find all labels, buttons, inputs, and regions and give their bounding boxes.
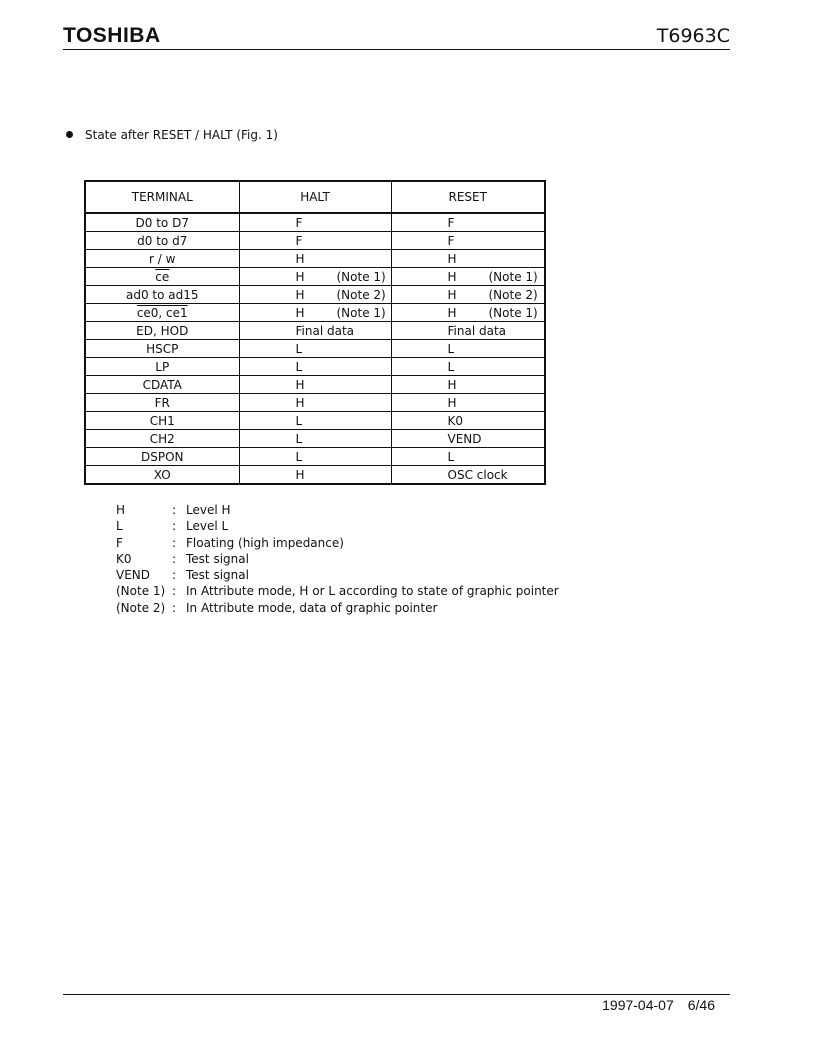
terminal-cell [85,394,239,412]
legend-key: VEND [116,568,151,583]
footer-page-number: 6/46 [687,997,715,1013]
legend-item [116,518,559,534]
reset-value: H [447,287,457,302]
reset-cell [391,340,545,358]
halt-value: H [295,269,305,284]
halt-value: F [295,215,303,230]
reset-cell [391,322,545,340]
reset-cell [391,466,545,485]
halt-cell [239,286,391,304]
reset-value: H [447,305,457,320]
reset-value: L [447,341,455,356]
reset-cell [391,358,545,376]
halt-value: L [295,413,303,428]
footer-divider [63,994,730,995]
legend-separator: : [172,600,177,615]
footer [602,997,715,1013]
terminal-cell [85,358,239,376]
footer-date: 1997-04-07 [602,997,674,1013]
legend-key: F [116,535,123,550]
reset-note: (Note 1) [488,269,538,284]
table-row [85,358,545,376]
legend-description: Test signal [186,568,249,583]
terminal-name: ce0, ce1 [136,305,188,320]
table-row [85,213,545,232]
halt-value: H [295,287,305,302]
table-row [85,286,545,304]
legend-description: Level L [186,519,229,534]
table-row [85,430,545,448]
reset-value: F [447,215,455,230]
terminal-cell [85,286,239,304]
terminal-name: D0 to D7 [135,215,189,230]
halt-value: L [295,341,303,356]
reset-cell [391,213,545,232]
halt-value: H [295,251,305,266]
halt-value: L [295,431,303,446]
terminal-name: HSCP [146,341,179,356]
terminal-cell [85,268,239,286]
halt-note: (Note 2) [336,287,386,302]
reset-value: H [447,395,457,410]
halt-value: H [295,467,305,482]
halt-value: L [295,359,303,374]
halt-cell [239,358,391,376]
reset-cell [391,268,545,286]
legend-item [116,567,559,583]
terminal-name: XO [153,467,171,482]
table-row [85,376,545,394]
halt-cell [239,394,391,412]
legend-description: In Attribute mode, H or L according to state of graphic pointer [186,584,559,599]
halt-cell [239,268,391,286]
reset-value: L [447,449,455,464]
legend-description: Test signal [186,551,249,566]
reset-value: H [447,377,457,392]
legend-key: H [116,503,126,517]
table-row [85,232,545,250]
terminal-cell [85,448,239,466]
reset-cell [391,430,545,448]
terminal-cell [85,376,239,394]
halt-cell [239,448,391,466]
legend-separator: : [172,584,177,599]
terminal-name: $\overline{ce}$ [155,269,170,284]
halt-value: L [295,449,303,464]
terminal-name: CH1 [149,413,175,428]
terminal-cell [85,304,239,322]
terminal-cell [85,466,239,485]
reset-cell [391,448,545,466]
reset-cell [391,250,545,268]
part-number: T6963C [656,25,730,47]
column-header-terminal: TERMINAL [85,181,239,213]
terminal-cell [85,430,239,448]
halt-note: (Note 1) [336,269,386,284]
halt-value: H [295,395,305,410]
reset-value: OSC clock [447,467,508,482]
halt-cell [239,340,391,358]
table-header-row [85,181,545,213]
table-row [85,394,545,412]
halt-cell [239,466,391,485]
column-header-halt: HALT [239,181,391,213]
reset-note: (Note 1) [488,305,538,320]
table-row [85,268,545,286]
legend-description: Floating (high impedance) [186,535,344,550]
halt-value: Final data [295,323,354,338]
legend-separator: : [172,535,177,550]
reset-value: L [447,359,455,374]
terminal-name: r / w [149,251,176,266]
legend-description: Level H [186,503,231,517]
halt-cell [239,213,391,232]
halt-value: H [295,305,305,320]
legend-item [116,600,559,616]
reset-value: K0 [447,413,464,428]
table-row [85,448,545,466]
terminal-cell [85,232,239,250]
legend-separator: : [172,519,177,534]
halt-value: H [295,377,305,392]
halt-note: (Note 1) [336,305,386,320]
legend-item [116,551,559,567]
terminal-name: ED, HOD [136,323,189,338]
legend-key: L [116,519,123,534]
terminal-cell [85,322,239,340]
reset-note: (Note 2) [488,287,538,302]
table-row [85,250,545,268]
halt-cell [239,430,391,448]
halt-cell [239,250,391,268]
table-row [85,304,545,322]
terminal-cell [85,250,239,268]
reset-cell [391,304,545,322]
bullet-icon [66,131,73,138]
section-heading-text: State after RESET / HALT (Fig. 1) [85,128,278,142]
halt-cell [239,322,391,340]
halt-cell [239,376,391,394]
terminal-name: CDATA [142,377,182,392]
legend-key: (Note 2) [116,600,166,615]
table-row [85,340,545,358]
legend-item [116,502,559,518]
terminal-name: LP [155,359,170,374]
legend-key: K0 [116,551,132,566]
legend-key: (Note 1) [116,584,166,599]
legend-separator: : [172,568,177,583]
section-heading [66,128,278,142]
terminal-cell [85,412,239,430]
table-row [85,412,545,430]
terminal-name: d0 to d7 [137,233,188,248]
legend [116,502,559,616]
halt-cell [239,304,391,322]
legend-separator: : [172,503,177,517]
terminal-cell [85,213,239,232]
reset-value: F [447,233,455,248]
halt-value: F [295,233,303,248]
terminal-name: FR [154,395,170,410]
table-body [85,213,545,484]
legend-item [116,535,559,551]
column-header-reset: RESET [391,181,545,213]
legend-item [116,583,559,599]
reset-cell [391,394,545,412]
reset-value: H [447,251,457,266]
table-row [85,322,545,340]
terminal-name: DSPON [140,449,184,464]
brand-logo-text: TOSHIBA [63,24,161,47]
table-row [85,466,545,485]
reset-cell [391,412,545,430]
terminal-cell [85,340,239,358]
state-table [84,180,546,485]
reset-cell [391,232,545,250]
reset-cell [391,376,545,394]
legend-separator: : [172,551,177,566]
header-divider [63,49,730,50]
reset-value: H [447,269,457,284]
reset-cell [391,286,545,304]
terminal-name: ad0 to ad15 [125,287,199,302]
halt-cell [239,232,391,250]
legend-description: In Attribute mode, data of graphic pointer [186,600,438,615]
reset-value: VEND [447,431,482,446]
halt-cell [239,412,391,430]
reset-value: Final data [447,323,506,338]
terminal-name: CH2 [149,431,175,446]
